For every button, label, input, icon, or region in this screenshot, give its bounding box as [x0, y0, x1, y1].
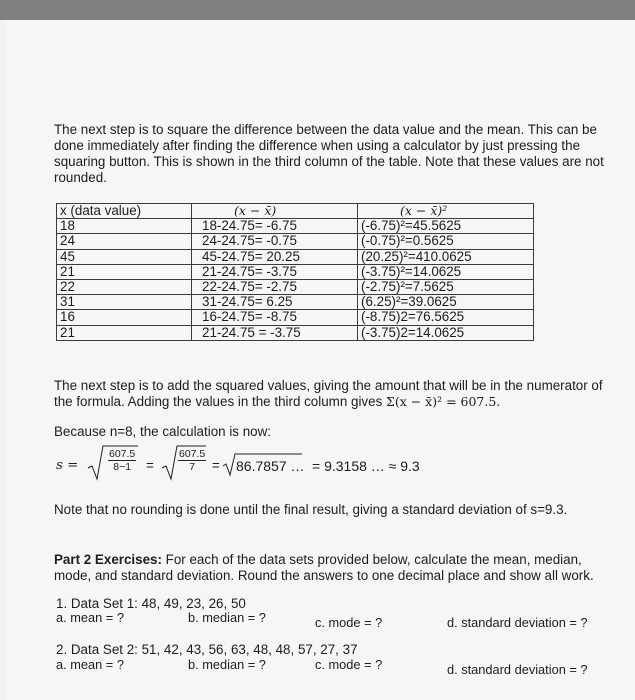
intro-line-4: rounded. [54, 170, 107, 185]
deviation-table [56, 203, 534, 341]
part2-line-2: mode, and standard deviation. Round the answers to one decimal place and show all work. [54, 568, 594, 583]
table-row [57, 264, 534, 279]
top-bar [0, 0, 635, 20]
cell-x: 21 [57, 264, 192, 279]
table-row [57, 280, 534, 295]
table-row [57, 325, 534, 340]
sum-formula: Σ(x − x̄)² = 607.5. [385, 394, 501, 409]
cell-x: 45 [57, 249, 192, 264]
table-row [57, 234, 534, 249]
cell-x: 18 [57, 219, 192, 234]
cell-x: 31 [57, 295, 192, 310]
intro-line-2: done immediately after finding the difference when using a calculator by just pressing the [54, 138, 581, 153]
header-sq: (x − x̄)² [358, 204, 534, 219]
radicand-3: 86.7857 … [236, 458, 305, 474]
part2-title: Part 2 Exercises: [54, 552, 162, 567]
cell-sq: (-6.75)²=45.5625 [358, 219, 534, 234]
equals-2: = [212, 458, 220, 473]
table-header-row [57, 204, 534, 219]
part2-line-1-text: For each of the data sets provided below, calculate the mean, median, [161, 552, 582, 567]
header-x: x (data value) [57, 204, 192, 219]
sum-line-2 [54, 393, 500, 410]
intro-line-1: The next step is to square the difference between the data value and the mean. This can be [54, 122, 597, 137]
exercise-1-sd: d. standard deviation = ? [447, 615, 588, 630]
sum-line-1: The next step is to add the squared values, giving the amount that will be in the numerator of [54, 378, 603, 393]
fraction-2-numerator: 607.5 [179, 448, 206, 460]
cell-x: 24 [57, 234, 192, 249]
cell-sq: (-3.75)2=14.0625 [358, 325, 534, 340]
cell-diff: 24-24.75= -0.75 [192, 234, 358, 249]
equals-1: = [146, 458, 154, 473]
table-row [57, 310, 534, 325]
exercise-1-mode: c. mode = ? [315, 615, 383, 630]
part2-line-1 [54, 551, 582, 568]
table-row [57, 249, 534, 264]
because-line: Because n=8, the calculation is now: [54, 424, 271, 439]
cell-diff: 31-24.75= 6.25 [192, 295, 358, 310]
cell-sq: (-0.75)²=0.5625 [358, 234, 534, 249]
exercise-2-mean: a. mean = ? [56, 657, 124, 672]
fraction-1 [108, 448, 136, 473]
exercise-1-median: b. median = ? [188, 610, 266, 625]
formula-result: = 9.3158 … ≈ 9.3 [312, 458, 420, 474]
cell-sq: (6.25)²=39.0625 [358, 295, 534, 310]
cell-diff: 22-24.75= -2.75 [192, 280, 358, 295]
fraction-1-denominator: 8−1 [113, 461, 132, 473]
cell-diff: 18-24.75= -6.75 [192, 219, 358, 234]
cell-diff: 21-24.75 = -3.75 [192, 325, 358, 340]
intro-line-3: squaring button. This is shown in the third column of the table. Note that these values are not [54, 154, 604, 169]
cell-x: 21 [57, 325, 192, 340]
cell-sq: (20.25)²=410.0625 [358, 249, 534, 264]
exercise-2-sd: d. standard deviation = ? [447, 662, 588, 677]
fraction-2-denominator: 7 [189, 461, 196, 473]
rounding-note: Note that no rounding is done until the final result, giving a standard deviation of s=9.3. [54, 502, 568, 517]
cell-x: 22 [57, 280, 192, 295]
cell-sq: (-3.75)²=14.0625 [358, 264, 534, 279]
cell-diff: 16-24.75= -8.75 [192, 310, 358, 325]
exercise-1-mean: a. mean = ? [56, 610, 124, 625]
fraction-1-numerator: 607.5 [109, 448, 136, 460]
exercise-1-title: 1. Data Set 1: 48, 49, 23, 26, 50 [56, 596, 246, 611]
cell-diff: 21-24.75= -3.75 [192, 264, 358, 279]
cell-sq: (-2.75)²=7.5625 [358, 280, 534, 295]
cell-diff: 45-24.75= 20.25 [192, 249, 358, 264]
exercise-2-title: 2. Data Set 2: 51, 42, 43, 56, 63, 48, 48, 57, 27, 37 [56, 642, 358, 657]
std-dev-formula [56, 444, 476, 484]
exercise-2-median: b. median = ? [188, 657, 266, 672]
exercise-2-mode: c. mode = ? [315, 657, 383, 672]
formula-s: s = [56, 458, 79, 473]
header-diff: (x − x̄) [192, 204, 358, 219]
cell-sq: (-8.75)2=76.5625 [358, 310, 534, 325]
table-row [57, 295, 534, 310]
cell-x: 16 [57, 310, 192, 325]
table-row [57, 219, 534, 234]
fraction-2 [178, 448, 206, 473]
sum-line-2-text: the formula. Adding the values in the third column gives [54, 394, 386, 409]
